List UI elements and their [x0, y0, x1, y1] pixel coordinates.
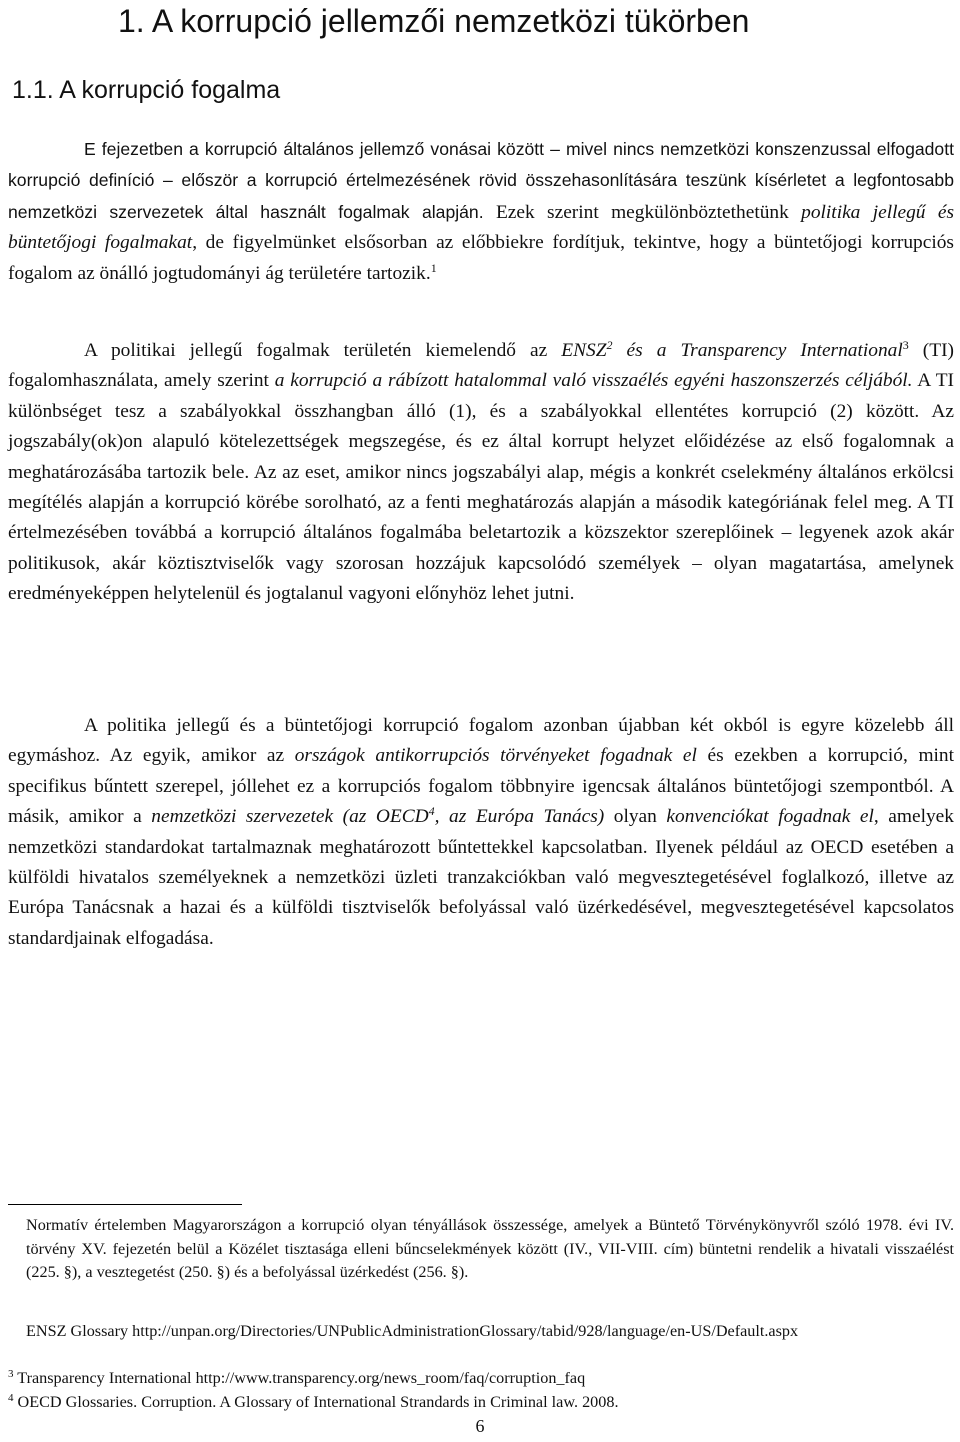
paragraph-2-text: A politikai jellegű fogalmak területén kiemelendő az [84, 340, 562, 361]
page-number: 6 [475, 1416, 485, 1436]
footnote-ref-4-label: 4 [428, 804, 435, 819]
footnote-1-text: Normatív értelemben Magyarországon a korrupció olyan tényállások összessége, amelyek a Büntető Törvénykönyvről szóló 1978. évi IV. törvény XV. fejezetén belül a Közélet tisztasága elleni bűncselekmények között (IV., VII-VIII. cím) büntetni rendelik a hivatali visszaélést (225. §), a vesztegetést (250. §) és a befolyással üzérkedést (256. §). [26, 1216, 954, 1282]
footnote-ref-2-label: 2 [606, 338, 613, 352]
paragraph-3-text: A politika jellegű és a büntetőjogi korrupció fogalom azonban újabban két okból is egyre közelebb áll egymáshoz. Az egyik, amikor az [8, 715, 954, 767]
paragraph-1-text: Ezek szerint megkülönböztethetünk [483, 201, 802, 223]
paragraph-3-text-2: és ezekben a korrupció, mint specifikus bűntett szerepel, jóllehet ez a korrupciós fogalom többnyire igencsak általános büntetőjogi szempontból. A másik, amikor a [8, 745, 954, 828]
footnote-ref-3[interactable]: 3 [902, 338, 909, 352]
paragraph-2-emphasis-ti: és a Transparency International [612, 340, 903, 361]
footnote-4-number: 4 [8, 1392, 14, 1404]
paragraph-3-text-3: olyan [604, 806, 667, 828]
paragraph-3-emphasis-4: konvenciókat fogadnak el [666, 806, 874, 828]
paragraph-1-intro: E fejezetben a korrupció általános jellemző vonásai között – mivel nincs nemzetközi konszenzussal elfogadott korrupció definíció – először a korrupció értelmezésének rövid összehasonlítására teszünk kísérletet a legfontosabb nemzetközi szervezetek által használt fogalmak alapján. [8, 139, 954, 222]
footnote-4 [8, 1391, 954, 1415]
footnote-1 [8, 1214, 954, 1285]
footnote-4-text: OECD Glossaries. Corruption. A Glossary of International Strandards in Criminal law. 2008. [17, 1393, 619, 1411]
paragraph-2-emphasis-ensz: ENSZ [561, 340, 607, 361]
paragraph-2-text-3: A TI különbséget tesz a szabályokkal összhangban álló (1), és a szabályokkal ellentétes korrupció (2) között. Az jogszabály(ok)on alapuló kötelezettségek megszegése, és ez által korrupt helyzet előidézése az első fogalomnak a meghatározásába tartozik bele. Az az eset, amikor nincs jogszabályi alap, mégis a konkrét cselekmény általános erkölcsi megítélés alapján a korrupció körébe sorolható, az a fenti meghatározás alapján a második kategóriának felel meg. A TI értelmezésében továbbá a korrupció általános fogalmába beletartozik a közszektor szereplőinek – legyenek azok akár politikusok, akár köztisztviselők vagy szorosan hozzájuk kapcsolódó személyek – olyan magatartása, amelynek eredményeképpen helytelenül és jogtalanul vagyoni előnyhöz lehet jutni. [8, 370, 954, 605]
section-title: 1.1. A korrupció fogalma [12, 76, 281, 104]
paragraph-1 [8, 134, 954, 289]
paragraph-2 [8, 336, 954, 610]
footnote-3-text[interactable]: Transparency International http://www.transparency.org/news_room/faq/corruption_faq [17, 1369, 586, 1387]
paragraph-1-text-2: , de figyelmünket elsősorban az előbbiekre fordítjuk, tekintve, hogy a büntetőjogi korrupciós fogalom az önálló jogtudományi ág területére tartozik. [8, 232, 954, 284]
paragraph-3-emphasis-2: nemzetközi szervezetek (az OECD [151, 806, 429, 828]
paragraph-3-emphasis-3: , az Európa Tanács) [434, 806, 605, 828]
chapter-title: 1. A korrupció jellemzői nemzetközi tükörben [118, 3, 750, 39]
paragraph-1-emphasis: politika jellegű és büntetőjogi fogalmakat [8, 201, 954, 254]
paragraph-3-emphasis-1: országok antikorrupciós törvényeket fogadnak el [294, 745, 697, 767]
footnote-2-text[interactable]: ENSZ Glossary http://unpan.org/Directories/UNPublicAdministrationGlossary/tabid/928/language/en-US/Default.aspx [26, 1322, 799, 1340]
paragraph-3 [8, 711, 954, 954]
footnote-3-number: 3 [8, 1368, 14, 1380]
paragraph-2-definition: a korrupció a rábízott hatalommal való visszaélés egyéni haszonszerzés céljából. [274, 370, 913, 392]
footnote-2 [8, 1320, 954, 1344]
footnote-ref-1[interactable]: 1 [430, 260, 437, 275]
paragraph-2-text-2: (TI) fogalomhasználata, amely szerint [8, 340, 954, 392]
footnote-separator [8, 1204, 242, 1205]
footnote-3 [8, 1367, 954, 1391]
paragraph-3-text-4: , amelyek nemzetközi standardokat tartalmaznak meghatározott bűntettekkel kapcsolatban. Ilyenek például az OECD esetében a külföldi hivatalos személyeknek a nemzetközi üzleti tranzakciókban való megvesztegetésével foglalkozó, illetve az Európa Tanácsnak a hazai és a külföldi tisztviselők befolyással való üzérkedésével, megvesztegetésével kapcsolatos standardjainak elfogadása. [8, 806, 954, 949]
